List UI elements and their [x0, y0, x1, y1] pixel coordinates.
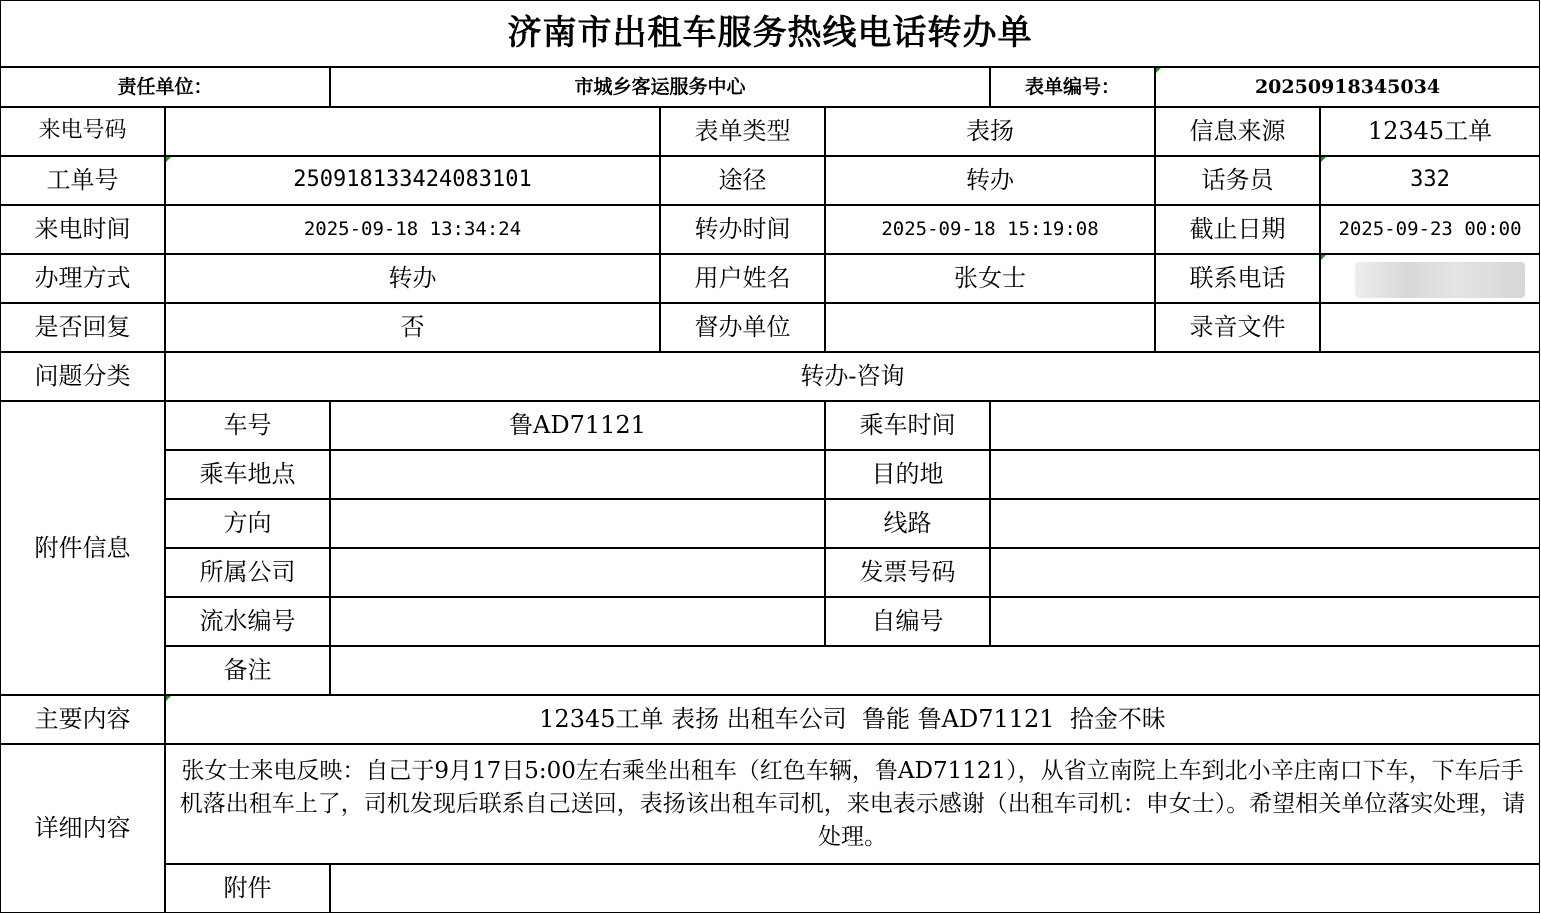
pickup-location-label: 乘车地点 [165, 450, 330, 499]
caller-number-label: 来电号码 [0, 107, 165, 156]
form-number-value: 20250918345034 [1155, 67, 1540, 107]
ride-time-value [990, 401, 1540, 450]
form-number-label: 表单编号： [990, 67, 1155, 107]
main-content-value: 12345工单 表扬 出租车公司 鲁能 鲁AD71121 拾金不昧 [165, 695, 1540, 744]
info-source-label: 信息来源 [1155, 107, 1320, 156]
operator-value: 332 [1320, 156, 1540, 205]
direction-label: 方向 [165, 499, 330, 548]
operator-label: 话务员 [1155, 156, 1320, 205]
transfer-time-value: 2025-09-18 15:19:08 [825, 205, 1155, 254]
channel-label: 途径 [660, 156, 825, 205]
main-content-label: 主要内容 [0, 695, 165, 744]
cell-marker [1156, 68, 1161, 73]
deadline-label: 截止日期 [1155, 205, 1320, 254]
channel-value: 转办 [825, 156, 1155, 205]
caller-number-value [165, 107, 660, 156]
invoice-number-value [990, 548, 1540, 597]
supervising-unit-value [825, 303, 1155, 352]
recording-file-value [1320, 303, 1540, 352]
category-value: 转办-咨询 [165, 352, 1540, 401]
attachment-label: 附件 [165, 864, 330, 913]
remark-value [330, 646, 1540, 695]
user-name-value: 张女士 [825, 254, 1155, 303]
detail-content-value: 张女士来电反映：自己于9月17日5:00左右乘坐出租车（红色车辆，鲁AD71121），从省立南院上车到北小辛庄南口下车，下车后手机落出租车上了，司机发现后联系自己送回，表扬该出租车司机，来电表示感谢（出租车司机：申女士）。希望相关单位落实处理，请处理。 [165, 744, 1540, 864]
deadline-value: 2025-09-23 00:00 [1320, 205, 1540, 254]
reply-value: 否 [165, 303, 660, 352]
handling-method-label: 办理方式 [0, 254, 165, 303]
cell-marker [1321, 255, 1326, 260]
work-order-value: 250918133424083101 [165, 156, 660, 205]
redacted-phone-blur [1355, 262, 1525, 298]
route-value [990, 499, 1540, 548]
cell-marker [166, 157, 171, 162]
ride-time-label: 乘车时间 [825, 401, 990, 450]
cell-marker [1321, 157, 1326, 162]
info-source-value: 12345工单 [1320, 107, 1540, 156]
reply-label: 是否回复 [0, 303, 165, 352]
invoice-number-label: 发票号码 [825, 548, 990, 597]
call-time-value: 2025-09-18 13:34:24 [165, 205, 660, 254]
recording-file-label: 录音文件 [1155, 303, 1320, 352]
self-number-value [990, 597, 1540, 646]
company-value [330, 548, 825, 597]
responsible-unit-label: 责任单位： [0, 67, 330, 107]
handling-method-value: 转办 [165, 254, 660, 303]
pickup-location-value [330, 450, 825, 499]
serial-number-label: 流水编号 [165, 597, 330, 646]
work-order-label: 工单号 [0, 156, 165, 205]
destination-value [990, 450, 1540, 499]
remark-label: 备注 [165, 646, 330, 695]
cell-marker [166, 696, 171, 701]
form-title: 济南市出租车服务热线电话转办单 [0, 0, 1540, 67]
call-time-label: 来电时间 [0, 205, 165, 254]
form-type-value: 表扬 [825, 107, 1155, 156]
form-type-label: 表单类型 [660, 107, 825, 156]
transfer-time-label: 转办时间 [660, 205, 825, 254]
car-number-label: 车号 [165, 401, 330, 450]
destination-label: 目的地 [825, 450, 990, 499]
category-label: 问题分类 [0, 352, 165, 401]
contact-phone-label: 联系电话 [1155, 254, 1320, 303]
direction-value [330, 499, 825, 548]
self-number-label: 自编号 [825, 597, 990, 646]
car-number-value: 鲁AD71121 [330, 401, 825, 450]
user-name-label: 用户姓名 [660, 254, 825, 303]
detail-content-label: 详细内容 [0, 744, 165, 913]
route-label: 线路 [825, 499, 990, 548]
responsible-unit-value: 市城乡客运服务中心 [330, 67, 990, 107]
company-label: 所属公司 [165, 548, 330, 597]
serial-number-value [330, 597, 825, 646]
attachment-value [330, 864, 1540, 913]
supervising-unit-label: 督办单位 [660, 303, 825, 352]
attachment-info-label: 附件信息 [0, 401, 165, 695]
